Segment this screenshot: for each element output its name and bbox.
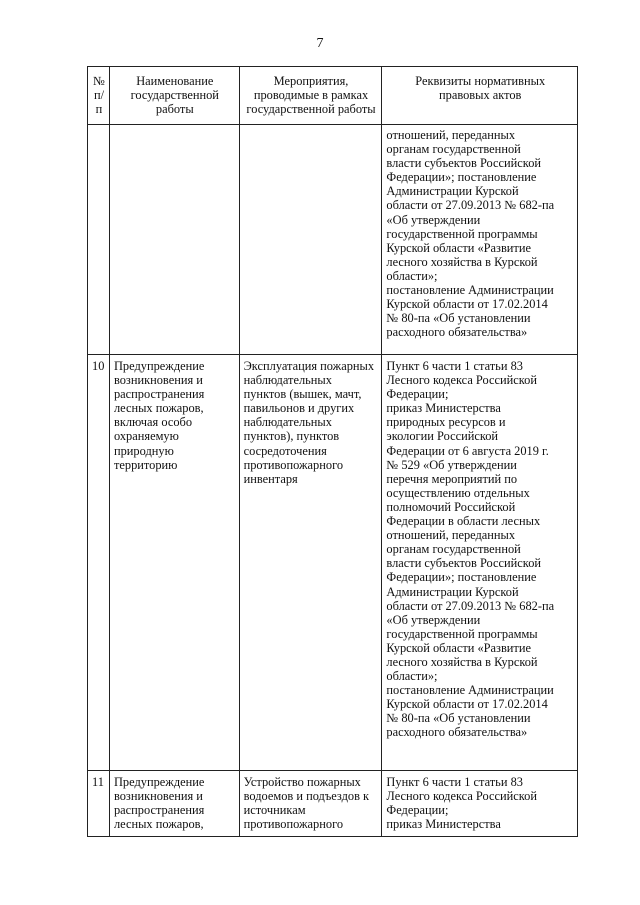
cell-legal-acts: Пункт 6 части 1 статьи 83 Лесного кодекса Российской Федерации; приказ Министерства bbox=[382, 771, 578, 837]
cell-activities: Эксплуатация пожарных наблюдательных пунктов (вышек, мачт, павильонов и других наблюдательных пунктов), пунктов сосредоточения противопожарного инвентаря bbox=[239, 355, 382, 771]
cell-work-name: Предупреждение возникновения и распространения лесных пожаров, включая особо охраняемую природную территорию bbox=[109, 355, 239, 771]
header-number: № п/п bbox=[88, 67, 110, 125]
cell-activities bbox=[239, 125, 382, 355]
table-row-continuation bbox=[88, 125, 578, 355]
cell-number: 10 bbox=[88, 355, 110, 771]
cell-number bbox=[88, 125, 110, 355]
header-work-name: Наименование государственной работы bbox=[109, 67, 239, 125]
cell-work-name: Предупреждение возникновения и распространения лесных пожаров, bbox=[109, 771, 239, 837]
cell-legal-acts: Пункт 6 части 1 статьи 83 Лесного кодекса Российской Федерации; приказ Министерства природных ресурсов и экологии Российской Федерации от 6 августа 2019 г. № 529 «Об утверждении перечня мероприятий по осуществлению отдельных полномочий Российской Федерации в области лесных отношений, переданных органам государственной власти субъектов Российской Федерации»; постановление Администрации Курской области от 27.09.2013 № 682-па «Об утверждении государственной программы Курской области «Развитие лесного хозяйства в Курской области»; постановление Администрации Курской области от 17.02.2014 № 80-па «Об установлении расходного обязательства» bbox=[382, 355, 578, 771]
table-row bbox=[88, 771, 578, 837]
measures-table bbox=[87, 66, 578, 837]
table-row bbox=[88, 355, 578, 771]
header-activities: Мероприятия, проводимые в рамках государственной работы bbox=[239, 67, 382, 125]
header-legal-acts: Реквизиты нормативных правовых актов bbox=[382, 67, 578, 125]
cell-legal-acts: отношений, переданных органам государственной власти субъектов Российской Федерации»; постановление Администрации Курской области от 27.09.2013 № 682-па «Об утверждении государственной программы Курской области «Развитие лесного хозяйства в Курской области»; постановление Администрации Курской области от 17.02.2014 № 80-па «Об установлении расходного обязательства» bbox=[382, 125, 578, 355]
cell-activities: Устройство пожарных водоемов и подъездов к источникам противопожарного bbox=[239, 771, 382, 837]
cell-number: 11 bbox=[88, 771, 110, 837]
cell-work-name bbox=[109, 125, 239, 355]
table-header-row bbox=[88, 67, 578, 125]
page-number: 7 bbox=[316, 36, 324, 51]
